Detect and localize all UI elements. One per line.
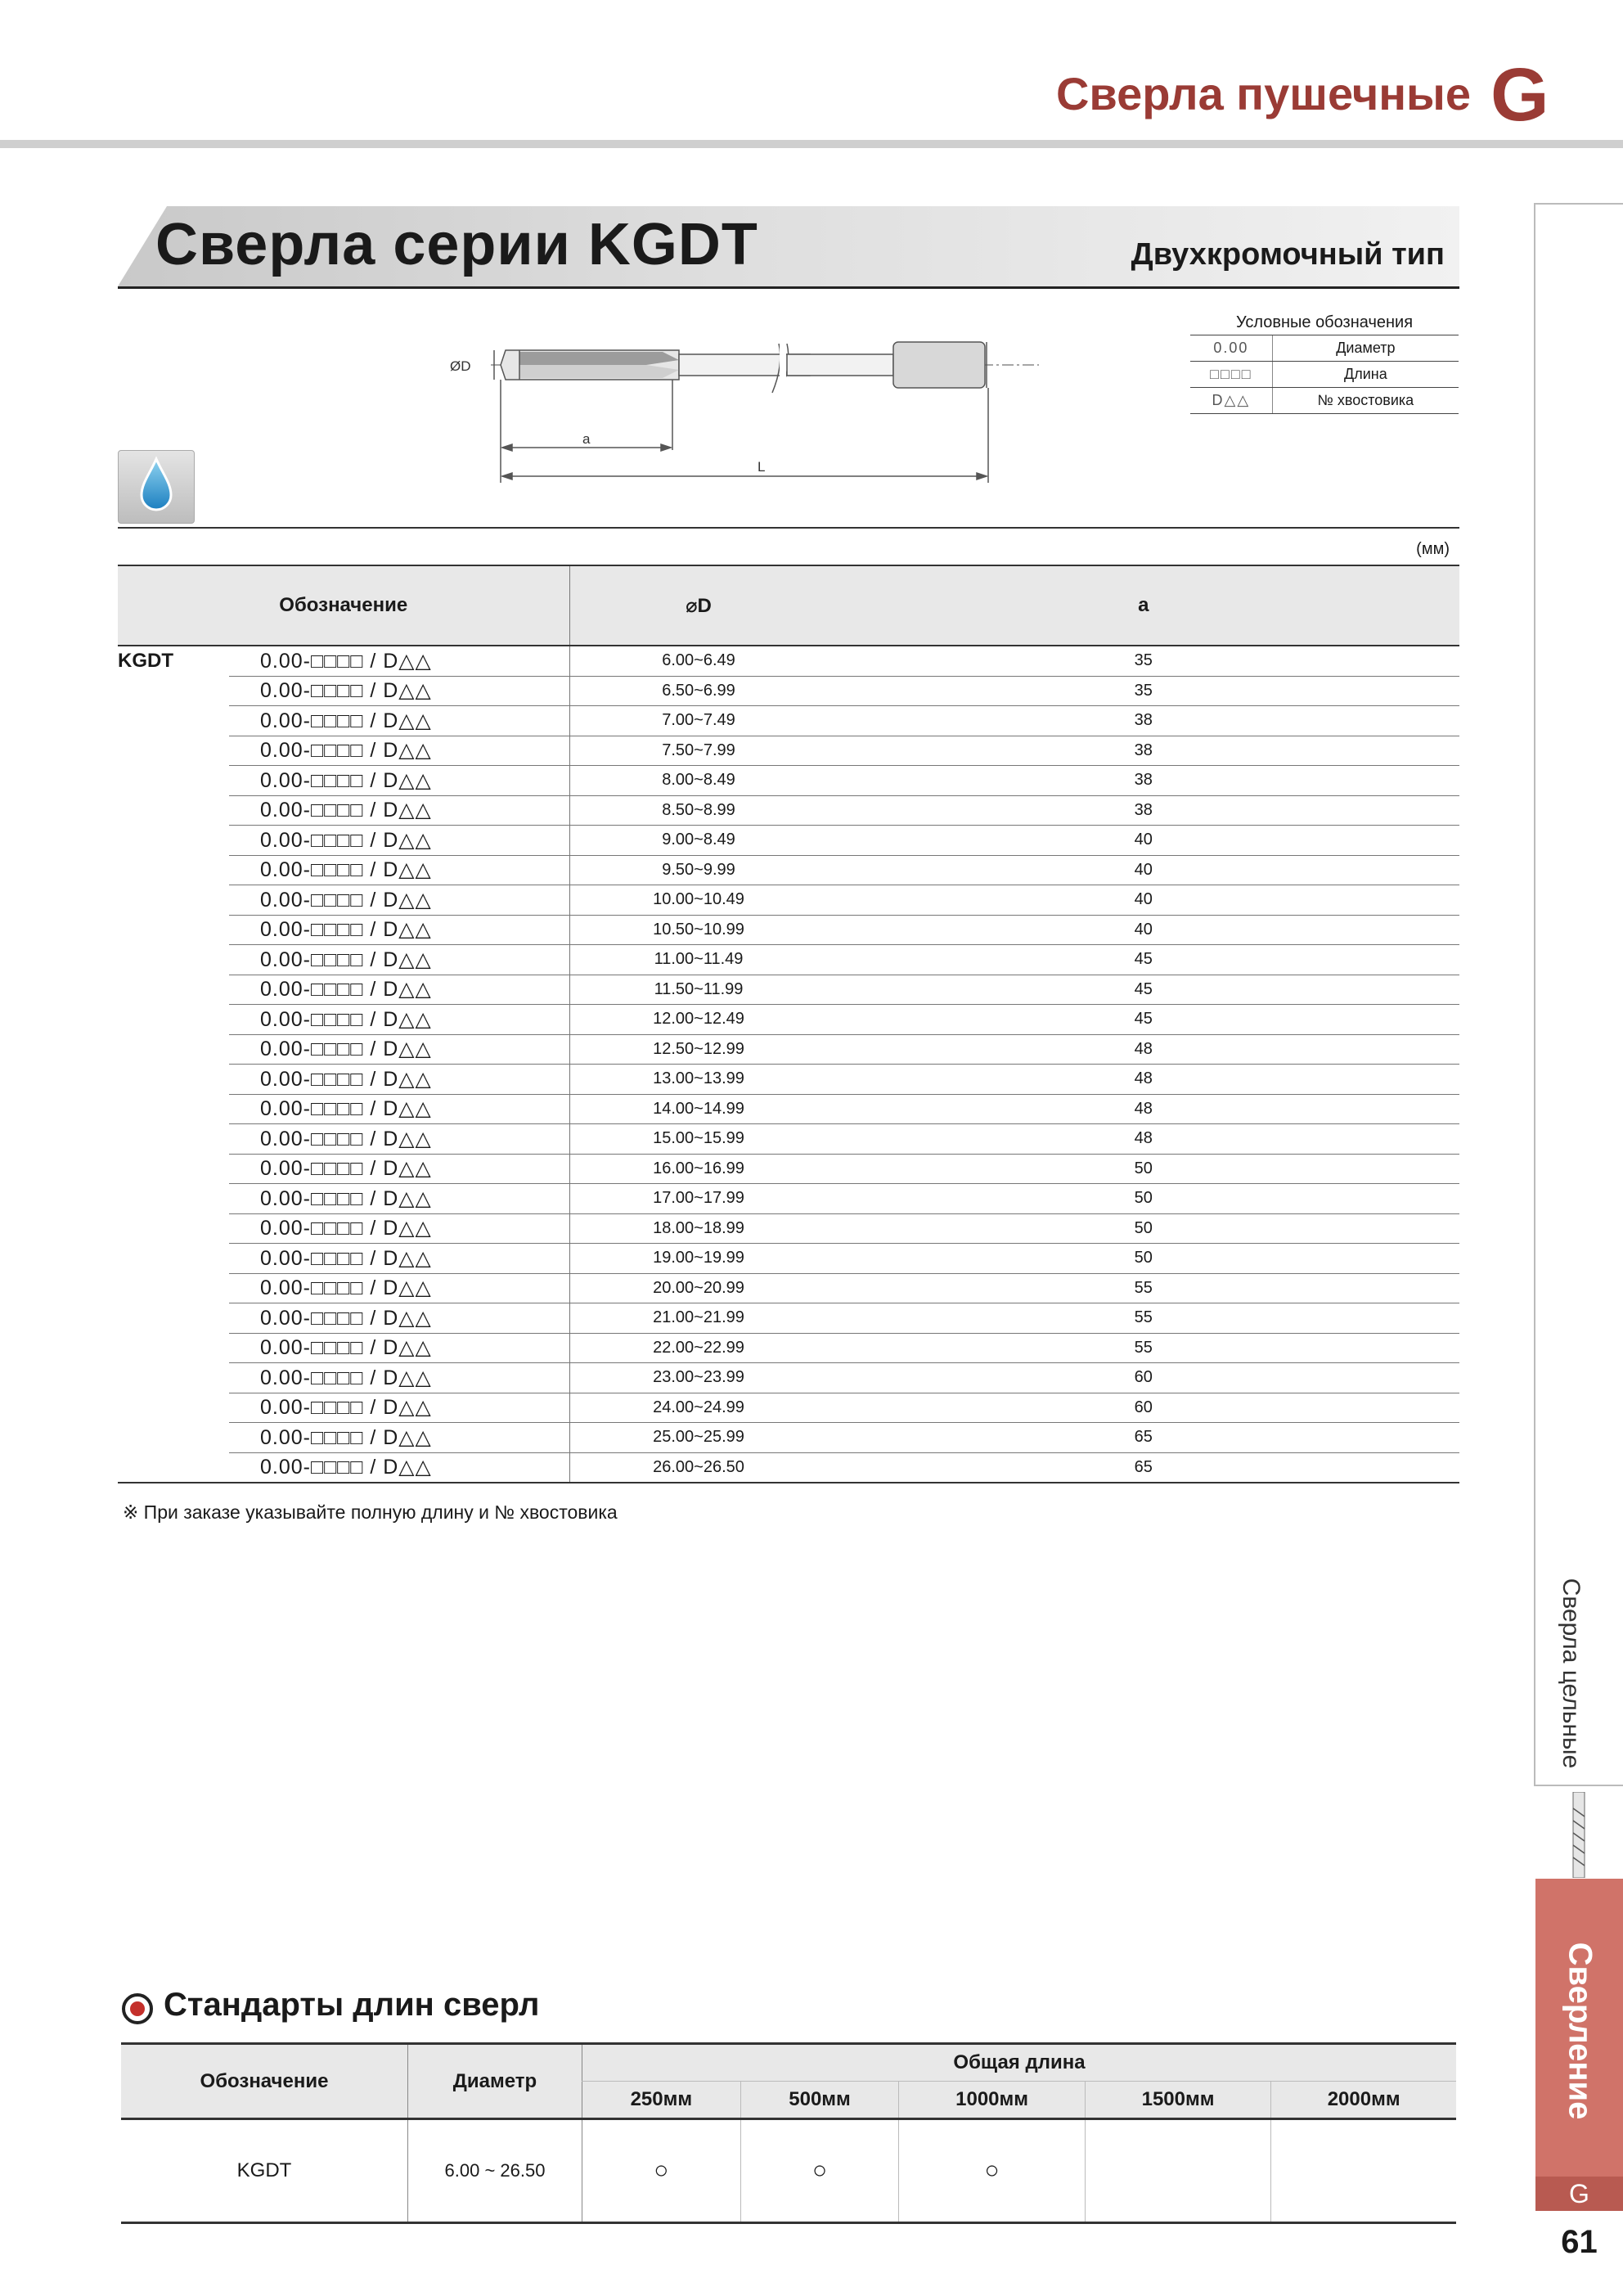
series-label (118, 676, 229, 706)
lengths-designation: KGDT (121, 2119, 408, 2223)
diameter-range: 7.00~7.49 (569, 706, 828, 736)
series-label (118, 795, 229, 826)
series-title: Сверла серии KGDT (155, 212, 758, 277)
drill-thumbnail-icon (1558, 1792, 1599, 1878)
drawing-label-d: ØD (450, 358, 471, 374)
series-label (118, 855, 229, 885)
drawing-label-a: a (582, 431, 591, 447)
diameter-range: 24.00~24.99 (569, 1393, 828, 1423)
table-row (118, 1393, 1459, 1423)
diameter-range: 25.00~25.99 (569, 1423, 828, 1453)
series-banner-rule (118, 286, 1459, 289)
length-mark (1085, 2119, 1270, 2223)
flute-length: 38 (828, 795, 1460, 826)
diameter-range: 7.50~7.99 (569, 736, 828, 766)
length-500: 500мм (740, 2082, 899, 2119)
designation-code: 0.00-□□□□ / D△△ (229, 1273, 569, 1303)
diameter-range: 9.00~8.49 (569, 826, 828, 856)
legend-row (1190, 335, 1459, 362)
header-rule (0, 140, 1623, 148)
diameter-range: 10.00~10.49 (569, 885, 828, 916)
series-label (118, 1184, 229, 1214)
series-label (118, 1393, 229, 1423)
flute-length: 60 (828, 1393, 1460, 1423)
series-label (118, 1244, 229, 1274)
section-letter: G (1490, 53, 1549, 137)
series-label (118, 1034, 229, 1065)
designation-code: 0.00-□□□□ / D△△ (229, 1303, 569, 1334)
diameter-range: 17.00~17.99 (569, 1184, 828, 1214)
series-label (118, 1124, 229, 1155)
diameter-range: 11.00~11.49 (569, 945, 828, 975)
flute-length: 35 (828, 646, 1460, 676)
series-label (118, 1154, 229, 1184)
lengths-header-total: Общая длина (582, 2044, 1457, 2082)
flute-length: 35 (828, 676, 1460, 706)
diameter-range: 10.50~10.99 (569, 915, 828, 945)
table-row (118, 855, 1459, 885)
length-mark: ○ (899, 2119, 1085, 2223)
series-label (118, 706, 229, 736)
lengths-title: Стандарты длин сверл (164, 1987, 540, 2023)
diameter-range: 12.50~12.99 (569, 1034, 828, 1065)
diameter-range: 8.00~8.49 (569, 766, 828, 796)
side-divider (1534, 203, 1535, 1786)
lengths-row (121, 2119, 1456, 2223)
legend-row (1190, 362, 1459, 388)
designation-code: 0.00-□□□□ / D△△ (229, 975, 569, 1005)
table-row (118, 766, 1459, 796)
flute-length: 55 (828, 1303, 1460, 1334)
diameter-range: 20.00~20.99 (569, 1273, 828, 1303)
diameter-range: 21.00~21.99 (569, 1303, 828, 1334)
table-header-row (118, 565, 1459, 646)
designation-code: 0.00-□□□□ / D△△ (229, 646, 569, 676)
table-row (118, 1065, 1459, 1095)
flute-length: 45 (828, 975, 1460, 1005)
lengths-table (121, 2042, 1456, 2224)
side-label-drilling: Сверление (1562, 1942, 1598, 2120)
series-label (118, 1065, 229, 1095)
diameter-range: 11.50~11.99 (569, 975, 828, 1005)
designation-code: 0.00-□□□□ / D△△ (229, 1154, 569, 1184)
table-row (118, 1363, 1459, 1393)
table-row (118, 1333, 1459, 1363)
series-label (118, 1094, 229, 1124)
flute-length: 38 (828, 736, 1460, 766)
series-label (118, 1005, 229, 1035)
designation-code: 0.00-□□□□ / D△△ (229, 1184, 569, 1214)
table-row (118, 1452, 1459, 1483)
lengths-header-row (121, 2044, 1456, 2082)
table-row (118, 1034, 1459, 1065)
table-row (118, 885, 1459, 916)
series-label (118, 975, 229, 1005)
series-label (118, 945, 229, 975)
series-label (118, 1363, 229, 1393)
designation-code: 0.00-□□□□ / D△△ (229, 736, 569, 766)
flute-length: 48 (828, 1034, 1460, 1065)
legend-meaning: Длина (1272, 362, 1459, 388)
table-row (118, 706, 1459, 736)
table-row (118, 676, 1459, 706)
flute-length: 40 (828, 885, 1460, 916)
designation-code: 0.00-□□□□ / D△△ (229, 1065, 569, 1095)
length-1000: 1000мм (899, 2082, 1085, 2119)
table-row (118, 945, 1459, 975)
table-row (118, 646, 1459, 676)
table-row (118, 1244, 1459, 1274)
table-row (118, 915, 1459, 945)
flute-length: 50 (828, 1154, 1460, 1184)
table-body (118, 646, 1459, 1483)
legend-row (1190, 388, 1459, 414)
designation-code: 0.00-□□□□ / D△△ (229, 1034, 569, 1065)
table-row (118, 736, 1459, 766)
diameter-range: 19.00~19.99 (569, 1244, 828, 1274)
diameter-range: 6.50~6.99 (569, 676, 828, 706)
diameter-range: 14.00~14.99 (569, 1094, 828, 1124)
legend-symbol: D△△ (1190, 388, 1272, 414)
legend-table (1190, 309, 1459, 414)
diameter-range: 6.00~6.49 (569, 646, 828, 676)
flute-length: 65 (828, 1423, 1460, 1453)
side-section-letter: G (1535, 2177, 1623, 2211)
legend-meaning: Диаметр (1272, 335, 1459, 362)
table-row (118, 1213, 1459, 1244)
flute-length: 40 (828, 855, 1460, 885)
designation-code: 0.00-□□□□ / D△△ (229, 706, 569, 736)
designation-code: 0.00-□□□□ / D△△ (229, 795, 569, 826)
designation-code: 0.00-□□□□ / D△△ (229, 766, 569, 796)
length-2000: 2000мм (1271, 2082, 1456, 2119)
series-label: KGDT (118, 650, 173, 672)
designation-code: 0.00-□□□□ / D△△ (229, 1363, 569, 1393)
drawing-label-l: L (758, 459, 766, 475)
table-row (118, 1154, 1459, 1184)
designation-code: 0.00-□□□□ / D△△ (229, 1124, 569, 1155)
designation-code: 0.00-□□□□ / D△△ (229, 1333, 569, 1363)
lengths-header-designation: Обозначение (121, 2044, 408, 2119)
table-row (118, 975, 1459, 1005)
page-number: 61 (1561, 2224, 1598, 2260)
lengths-diameter: 6.00 ~ 26.50 (408, 2119, 582, 2223)
flute-length: 50 (828, 1184, 1460, 1214)
length-mark: ○ (740, 2119, 899, 2223)
designation-code: 0.00-□□□□ / D△△ (229, 915, 569, 945)
designation-code: 0.00-□□□□ / D△△ (229, 676, 569, 706)
series-label (118, 885, 229, 916)
series-label (118, 766, 229, 796)
diameter-range: 26.00~26.50 (569, 1452, 828, 1483)
designation-code: 0.00-□□□□ / D△△ (229, 1393, 569, 1423)
diameter-range: 13.00~13.99 (569, 1065, 828, 1095)
table-row (118, 1273, 1459, 1303)
designation-code: 0.00-□□□□ / D△△ (229, 1094, 569, 1124)
series-label (118, 826, 229, 856)
legend-symbol: □□□□ (1190, 362, 1272, 388)
flute-length: 50 (828, 1244, 1460, 1274)
series-label (118, 736, 229, 766)
unit-label: (мм) (1416, 540, 1450, 558)
flute-length: 55 (828, 1273, 1460, 1303)
table-row (118, 826, 1459, 856)
section-title: Сверла пушечные (1055, 68, 1471, 119)
header-designation: Обозначение (118, 565, 569, 646)
length-mark: ○ (582, 2119, 741, 2223)
coolant-drop-icon (118, 450, 195, 524)
order-note: ※ При заказе указывайте полную длину и № хвостовика (123, 1501, 618, 1523)
designation-code: 0.00-□□□□ / D△△ (229, 826, 569, 856)
flute-length: 45 (828, 945, 1460, 975)
flute-length: 65 (828, 1452, 1460, 1483)
flute-length: 38 (828, 706, 1460, 736)
designation-code: 0.00-□□□□ / D△△ (229, 855, 569, 885)
diameter-range: 18.00~18.99 (569, 1213, 828, 1244)
diameter-range: 9.50~9.99 (569, 855, 828, 885)
series-label (118, 915, 229, 945)
series-label (118, 1452, 229, 1483)
flute-length: 55 (828, 1333, 1460, 1363)
table-row (118, 1124, 1459, 1155)
header-a: a (828, 565, 1460, 646)
length-mark (1271, 2119, 1456, 2223)
flute-length: 60 (828, 1363, 1460, 1393)
series-label (118, 1213, 229, 1244)
side-rule-mid (1534, 1785, 1623, 1786)
legend-title: Условные обозначения (1235, 313, 1414, 331)
legend-symbol: 0.00 (1190, 335, 1272, 362)
table-row (118, 1005, 1459, 1035)
diameter-range: 12.00~12.49 (569, 1005, 828, 1035)
series-label (118, 1333, 229, 1363)
flute-length: 40 (828, 915, 1460, 945)
product-table (118, 565, 1459, 1483)
side-label-solid-drills: Сверла цельные (1558, 1578, 1585, 1769)
diameter-range: 8.50~8.99 (569, 795, 828, 826)
table-row (118, 1094, 1459, 1124)
flute-length: 48 (828, 1094, 1460, 1124)
designation-code: 0.00-□□□□ / D△△ (229, 1452, 569, 1483)
flute-length: 40 (828, 826, 1460, 856)
series-label (118, 1303, 229, 1334)
designation-code: 0.00-□□□□ / D△△ (229, 945, 569, 975)
series-label (118, 1423, 229, 1453)
drill-drawing (442, 327, 1063, 491)
length-1500: 1500мм (1085, 2082, 1270, 2119)
side-rule-top (1534, 203, 1623, 205)
diameter-range: 16.00~16.99 (569, 1154, 828, 1184)
legend-meaning: № хвостовика (1272, 388, 1459, 414)
header-diameter: ⌀D (569, 565, 828, 646)
flute-length: 38 (828, 766, 1460, 796)
diameter-range: 15.00~15.99 (569, 1124, 828, 1155)
designation-code: 0.00-□□□□ / D△△ (229, 1423, 569, 1453)
table-row (118, 795, 1459, 826)
series-label (118, 1273, 229, 1303)
flute-length: 45 (828, 1005, 1460, 1035)
diameter-range: 22.00~22.99 (569, 1333, 828, 1363)
flute-length: 48 (828, 1124, 1460, 1155)
bullet-target-icon (121, 1992, 154, 2025)
legend-header-spacer (1190, 309, 1459, 335)
length-250: 250мм (582, 2082, 741, 2119)
series-subtitle: Двухкромочный тип (1131, 237, 1445, 272)
lengths-header-diameter: Диаметр (408, 2044, 582, 2119)
diameter-range: 23.00~23.99 (569, 1363, 828, 1393)
designation-code: 0.00-□□□□ / D△△ (229, 1244, 569, 1274)
table-row (118, 1184, 1459, 1214)
table-row (118, 1303, 1459, 1334)
designation-code: 0.00-□□□□ / D△△ (229, 1005, 569, 1035)
table-row (118, 1423, 1459, 1453)
flute-length: 50 (828, 1213, 1460, 1244)
section-rule (118, 527, 1459, 529)
designation-code: 0.00-□□□□ / D△△ (229, 1213, 569, 1244)
flute-length: 48 (828, 1065, 1460, 1095)
designation-code: 0.00-□□□□ / D△△ (229, 885, 569, 916)
